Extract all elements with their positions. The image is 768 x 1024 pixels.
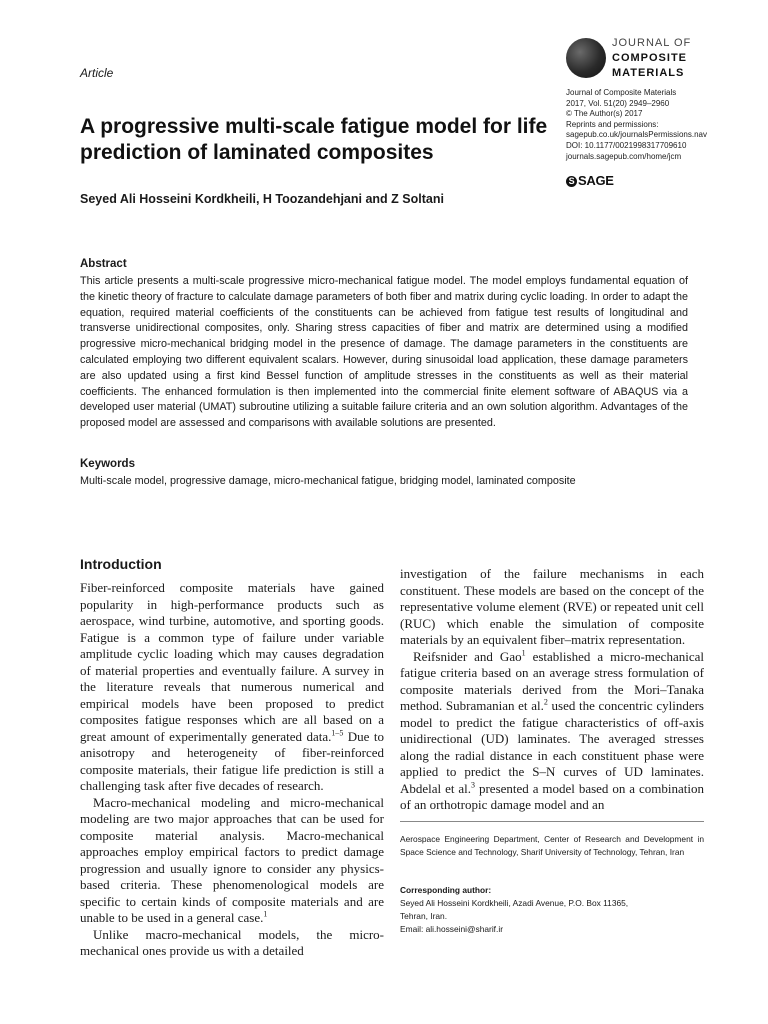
corresponding-author-city: Tehran, Iran. — [400, 911, 448, 921]
intro-p1-text: Fiber-reinforced composite materials have gained popularity in high-performance products such as aerospace, wind turbine, automotive, and sporting goods. Fatigue is a common type of failure under variable amplitude cyclic loading which may causes degradation of material properties and eventually failure. A survey in the literature reveals that numerous numerical and empirical models have been proposed to predict composites fatigue responses which are all based on a great amount of experimentally generated data. — [80, 580, 384, 744]
footnote-divider — [400, 821, 704, 822]
citation-ref[interactable]: 1–5 — [331, 728, 344, 738]
intro-p5-text-d: presented a model based on a combination of an orthotropic damage model and an — [400, 780, 704, 812]
citation-ref[interactable]: 3 — [471, 780, 476, 790]
journal-volume: 2017, Vol. 51(20) 2949–2960 — [566, 98, 670, 108]
journal-logo-emblem-icon — [566, 38, 606, 78]
intro-p1-text-cont: Due to anisotropy and heterogeneity of fiber-reinforced composite materials, their fatigue life prediction is still a challenging task after five decades of research. — [80, 728, 384, 793]
reprints-label: Reprints and permissions: — [566, 119, 659, 129]
doi-link[interactable]: DOI: 10.1177/0021998317709610 — [566, 140, 687, 150]
intro-paragraph-2 — [80, 795, 384, 927]
journal-logo-line-3: MATERIALS — [612, 67, 685, 79]
author-list: Seyed Ali Hosseini Kordkheili, H Toozandehjani and Z Soltani — [80, 192, 444, 206]
permissions-link[interactable]: sagepub.co.uk/journalsPermissions.nav — [566, 130, 707, 140]
abstract-heading: Abstract — [80, 258, 127, 270]
copyright-line: © The Author(s) 2017 — [566, 109, 643, 119]
citation-ref[interactable]: 1 — [521, 648, 526, 658]
journal-name: Journal of Composite Materials — [566, 88, 677, 97]
intro-paragraph-5 — [400, 649, 704, 814]
right-column — [400, 566, 704, 814]
corresponding-author-heading: Corresponding author: — [400, 885, 492, 895]
intro-p5-text-a: Reifsnider and Gao — [413, 648, 522, 664]
journal-homepage-link[interactable]: journals.sagepub.com/home/jcm — [566, 151, 682, 161]
intro-paragraph-4: investigation of the failure mechanisms in each constituent. These models are based on the concept of the representative volume element (RVE) or repeated unit cell (RUC) which enable the simulation of composite materials by an equivalent fiber–matrix representation. — [400, 566, 704, 647]
left-column — [80, 580, 384, 960]
paper-title: A progressive multi-scale fatigue model for life prediction of laminated composites — [80, 115, 548, 164]
publisher-logo-text: SAGE — [578, 173, 614, 188]
keywords-text: Multi-scale model, progressive damage, micro-mechanical fatigue, bridging model, laminated composite — [80, 475, 576, 487]
journal-logo-line-1: JOURNAL OF — [612, 37, 692, 49]
intro-paragraph-3: Unlike macro-mechanical models, the micro-mechanical ones provide us with a detailed — [80, 926, 384, 958]
corresponding-author-address: Seyed Ali Hosseini Kordkheili, Azadi Avenue, P.O. Box 11365, — [400, 898, 629, 908]
author-affiliation: Aerospace Engineering Department, Center of Research and Development in Space Science and Technology, Sharif University of Technology, Tehran, Iran — [400, 834, 704, 857]
keywords-heading: Keywords — [80, 458, 135, 470]
intro-p2-text: Macro-mechanical modeling and micro-mechanical modeling are two major approaches that can be used for composite material analysis. Macro-mechanical approaches employ empirical factors to predict damage progression and usually ignore to consider any physics-based criteria. These phenomenological models are specific to certain kinds of composite materials and are unable to be used in a general case. — [80, 794, 384, 925]
journal-info-block — [566, 88, 716, 162]
introduction-heading: Introduction — [80, 556, 162, 572]
journal-logo — [566, 36, 706, 86]
citation-ref[interactable]: 2 — [543, 697, 548, 707]
intro-p5-text-b: established a micro-mechanical fatigue criteria based on an average stress formulation of composite materials derived from the Mori–Tanaka method. Subramanian et al. — [400, 648, 704, 713]
corresponding-author-email[interactable]: Email: ali.hosseini@sharif.ir — [400, 924, 503, 934]
sage-mark-icon: S — [566, 176, 577, 187]
intro-paragraph-1 — [80, 580, 384, 795]
intro-p5-text-c: used the concentric cylinders model to predict the fatigue characteristics of off-axis unidirectional (UD) laminates. The averaged stresses along the radial distance in each constituent phase were applied to predict the S–N curves of UD laminates. Abdelal et al. — [400, 698, 704, 796]
publisher-logo — [566, 173, 614, 188]
article-type-label: Article — [80, 66, 114, 80]
abstract-text: This article presents a multi-scale progressive micro-mechanical fatigue model. The model employs fundamental equation of the kinetic theory of fracture to calculate damage parameters of both fiber and matrix during cyclic loading. In order to adapt the equation, required material coefficients of the constituents can be achieved from fatigue test results of longitudinal and transverse unidirectional composites, only. Sharing stress capacities of fiber and matrix are determined using a modified progressive micro-mechanical bridging model in the presence of damage. The damage parameters in the constituents are calculated employing two different equivalent scalars. However, during sinusoidal load application, these damage parameters are also updated using a first kind Bessel function of amplitude stresses in the constituents as well as their material coefficients. The enhanced formulation is then implemented into the commercial finite element software of ABAQUS via a developed user material (UMAT) subroutine utilizing a suitable failure criteria and an own solution algorithm. Advantages of the proposed model are assessed and comparisons with available solutions are presented. — [80, 275, 688, 430]
journal-logo-line-2: COMPOSITE — [612, 52, 688, 64]
citation-ref[interactable]: 1 — [263, 909, 268, 919]
